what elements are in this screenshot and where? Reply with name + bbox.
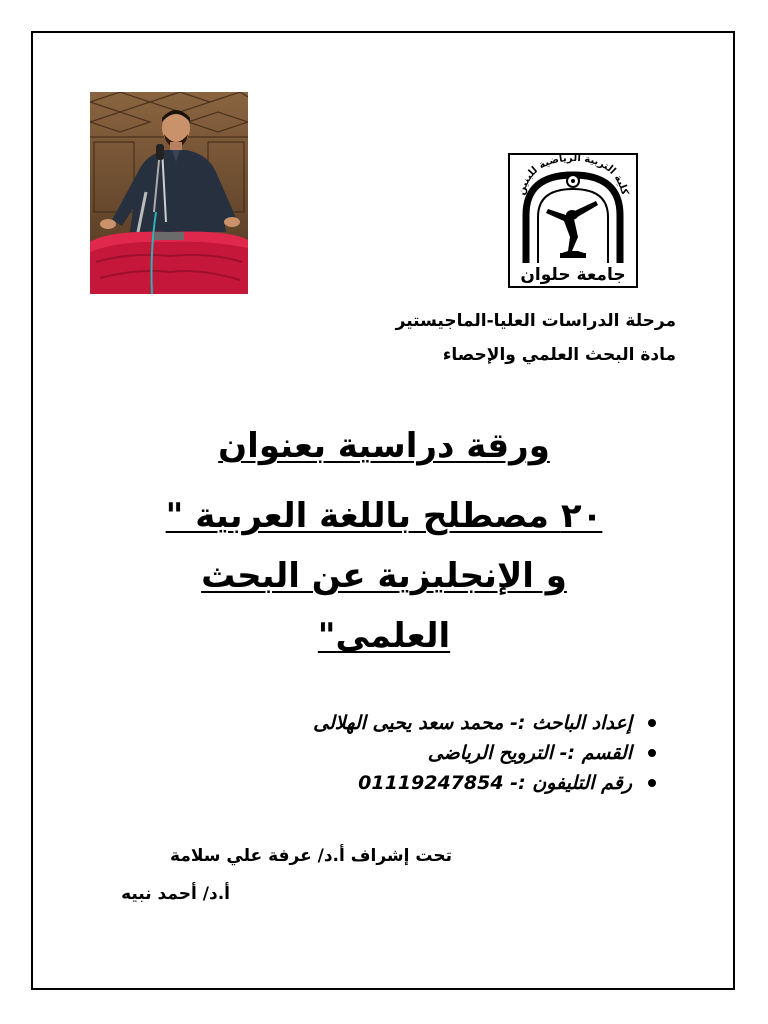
study-stage: مرحلة الدراسات العليا-الماجيستير (395, 311, 676, 331)
bullet-icon (648, 779, 656, 787)
supervisor-1: تحت إشراف أ.د/ عرفة علي سلامة (170, 846, 452, 866)
list-item (313, 708, 656, 738)
logo-top-text: كلية التربية الرياضية للبنين (515, 153, 631, 197)
title-line-3: و الإنجليزية عن البحث (201, 556, 567, 596)
faculty-logo-icon (508, 153, 638, 288)
list-item (313, 738, 656, 768)
subject-name: مادة البحث العلمي والإحصاء (442, 345, 676, 365)
title-line-1: ورقة دراسية بعنوان (218, 426, 550, 466)
department: القسم :- الترويح الرياضى (427, 742, 632, 764)
researcher-name: إعداد الباحث :- محمد سعد يحيى الهلالى (313, 712, 632, 734)
logo-bottom-text: جامعة حلوان (520, 265, 626, 285)
bullet-icon (648, 719, 656, 727)
title-line-4: العلمى" (317, 616, 451, 656)
bullet-icon (648, 749, 656, 757)
researcher-photo (90, 92, 248, 294)
title-line-2: ٢٠ مصطلح باللغة العربية " (165, 496, 603, 536)
researcher-details (313, 708, 656, 798)
supervisor-2: أ.د/ أحمد نبيه (121, 884, 230, 904)
phone-number: رقم التليفون :- 01119247854 (358, 772, 632, 794)
list-item (313, 768, 656, 798)
